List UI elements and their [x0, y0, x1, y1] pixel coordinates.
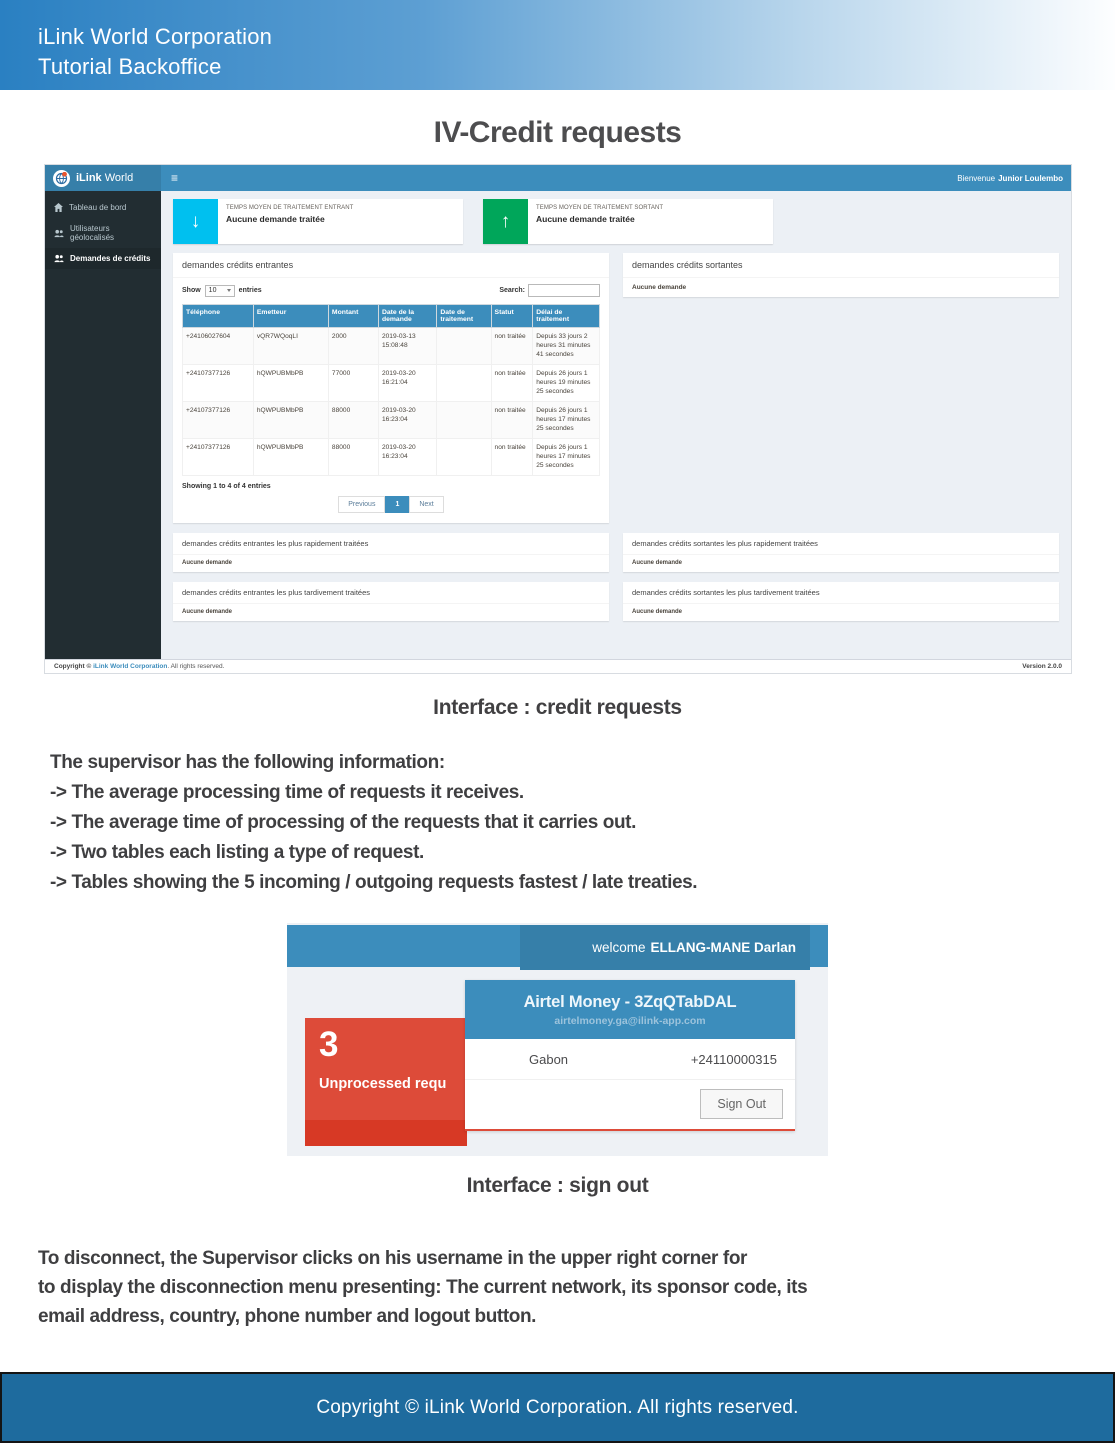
next-page-button[interactable]: Next: [409, 496, 443, 513]
incoming-processing-card: [173, 199, 463, 244]
hamburger-menu-icon[interactable]: ≡: [171, 171, 179, 185]
entries-label: entries: [238, 287, 262, 294]
previous-page-button[interactable]: Previous: [338, 496, 385, 513]
unprocessed-label: Unprocessed requ: [319, 1076, 447, 1092]
version-label: Version 2.0.0: [1022, 663, 1062, 670]
table-row: +24107377126 hQWPUBMbPB 88000 2019-03-20 16:23:04 non traitée Depuis 26 jours 1 heures 17 minutes 25 secondes: [183, 402, 600, 439]
table-row: +24106027604 vQR7WQoqLI 2000 2019-03-13 15:08:48 non traitée Depuis 33 jours 2 heures 31 minutes 41 secondes: [183, 328, 600, 365]
user-menu-dropdown: [465, 980, 795, 1131]
screenshot-caption: Interface : sign out: [466, 1174, 649, 1197]
company-link[interactable]: iLink World Corporation: [93, 663, 168, 670]
para-line: The supervisor has the following information:: [50, 752, 445, 773]
chevron-down-icon: [227, 289, 231, 292]
para-line: -> Two tables each listing a type of request.: [50, 842, 424, 863]
search-input[interactable]: [528, 284, 600, 297]
down-arrow-icon: ↓: [173, 199, 218, 244]
document-footer: [0, 1372, 1115, 1443]
outgoing-fastest-panel: [623, 533, 1059, 572]
empty-state-text: Aucune demande: [182, 609, 233, 615]
sign-out-button[interactable]: Sign Out: [700, 1089, 783, 1119]
stat-value: Aucune demande traitée: [536, 214, 635, 224]
unprocessed-count: 3: [319, 1025, 339, 1064]
panel-title: demandes crédits entrantes: [173, 253, 609, 278]
brand-name: iLink World: [76, 172, 134, 184]
country-label: Gabon: [529, 1052, 569, 1067]
copyright-suffix: . All rights reserved.: [167, 663, 225, 670]
screenshot-caption: Interface : credit requests: [433, 696, 682, 719]
sidebar-item-dashboard[interactable]: Tableau de bord: [45, 197, 161, 218]
empty-state-text: Aucune demande: [632, 560, 683, 566]
outgoing-requests-panel: [623, 253, 1059, 297]
panel-title: demandes crédits sortantes les plus tardivement traitées: [623, 582, 1059, 604]
credit-requests-table: [182, 304, 600, 476]
outgoing-latest-panel: [623, 582, 1059, 621]
showing-entries-text: Showing 1 to 4 of 4 entries: [182, 483, 271, 490]
panel-title: demandes crédits entrantes les plus rapidement traitées: [173, 533, 609, 555]
user-email: airtelmoney.ga@ilink-app.com: [554, 1015, 706, 1027]
dashboard-main: [161, 191, 1071, 659]
footer-copyright-text: Copyright © iLink World Corporation. All rights reserved.: [316, 1396, 799, 1418]
welcome-user[interactable]: Bienvenue Junior Loulembo: [957, 173, 1063, 183]
panels-grid: [173, 253, 1059, 621]
show-label: Show: [182, 287, 201, 294]
para-line: -> Tables showing the 5 incoming / outgoing requests fastest / late treaties.: [50, 872, 698, 893]
network-name: Airtel Money - 3ZqQTabDAL: [523, 993, 737, 1011]
up-arrow-icon: ↑: [483, 199, 528, 244]
page-1-button[interactable]: 1: [385, 496, 409, 513]
pagination: [173, 492, 609, 523]
incoming-fastest-panel: [173, 533, 609, 572]
ilink-logo-icon: [53, 170, 70, 187]
phone-number: +24110000315: [690, 1052, 777, 1067]
home-icon: [54, 203, 63, 212]
sidebar-item-credit-requests[interactable]: Demandes de crédits: [45, 248, 161, 269]
panel-title: demandes crédits entrantes les plus tardivement traitées: [173, 582, 609, 604]
para-line: email address, country, phone number and logout button.: [38, 1306, 537, 1327]
outgoing-processing-card: [483, 199, 773, 244]
stat-label: TEMPS MOYEN DE TRAITEMENT ENTRANT: [226, 205, 354, 211]
description-paragraph: [38, 1244, 1075, 1331]
header-subtitle: Tutorial Backoffice: [38, 54, 222, 79]
table-row: +24107377126 hQWPUBMbPB 88000 2019-03-20 16:23:04 non traitée Depuis 26 jours 1 heures 17 minutes 25 secondes: [183, 439, 600, 476]
dashboard-topbar: [45, 165, 1071, 191]
users-icon: [54, 229, 64, 238]
incoming-latest-panel: [173, 582, 609, 621]
stat-label: TEMPS MOYEN DE TRAITEMENT SORTANT: [536, 205, 664, 211]
empty-state-text: Aucune demande: [182, 560, 233, 566]
incoming-requests-panel: [173, 253, 609, 523]
panel-title: demandes crédits sortantes les plus rapidement traitées: [623, 533, 1059, 555]
stat-cards: [173, 199, 1059, 244]
section-title: IV-Credit requests: [433, 116, 682, 149]
dashboard-screenshot: [44, 164, 1072, 674]
empty-state-text: Aucune demande: [632, 284, 687, 291]
header-company-name: iLink World Corporation: [38, 24, 273, 49]
copyright-prefix: Copyright ©: [54, 663, 94, 670]
users-icon: [54, 254, 64, 263]
dropdown-header: [465, 980, 795, 1039]
unprocessed-requests-card: [305, 1018, 467, 1146]
para-line: -> The average processing time of requests it receives.: [50, 782, 524, 803]
document-header: [0, 0, 1115, 90]
table-header-row: Téléphone Emetteur Montant Date de la demande Date de traitement Statut Délai de traitement: [183, 305, 600, 328]
description-paragraph: [50, 748, 1075, 898]
card-footer-strip: [305, 1120, 467, 1146]
para-line: -> The average time of processing of the requests that it carries out.: [50, 812, 636, 833]
empty-state-text: Aucune demande: [632, 609, 683, 615]
stat-value: Aucune demande traitée: [226, 214, 325, 224]
entries-per-page-select[interactable]: 10: [205, 285, 235, 297]
search-label: Search:: [499, 287, 525, 294]
para-line: To disconnect, the Supervisor clicks on his username in the upper right corner for: [38, 1248, 748, 1269]
brand-logo-area[interactable]: [45, 165, 161, 191]
dashboard-sidebar: [45, 191, 161, 673]
table-row: +24107377126 hQWPUBMbPB 77000 2019-03-20 16:21:04 non traitée Depuis 26 jours 1 heures 19 minutes 25 secondes: [183, 365, 600, 402]
panel-title: demandes crédits sortantes: [623, 253, 1059, 278]
welcome-user-button[interactable]: welcome ELLANG-MANE Darlan: [520, 925, 810, 970]
dashboard-footer: [45, 659, 1071, 673]
signout-screenshot: [287, 923, 828, 1156]
sidebar-item-geolocated-users[interactable]: Utilisateurs géolocalisés: [45, 218, 161, 248]
para-line: to display the disconnection menu presenting: The current network, its sponsor code, its: [38, 1277, 808, 1298]
